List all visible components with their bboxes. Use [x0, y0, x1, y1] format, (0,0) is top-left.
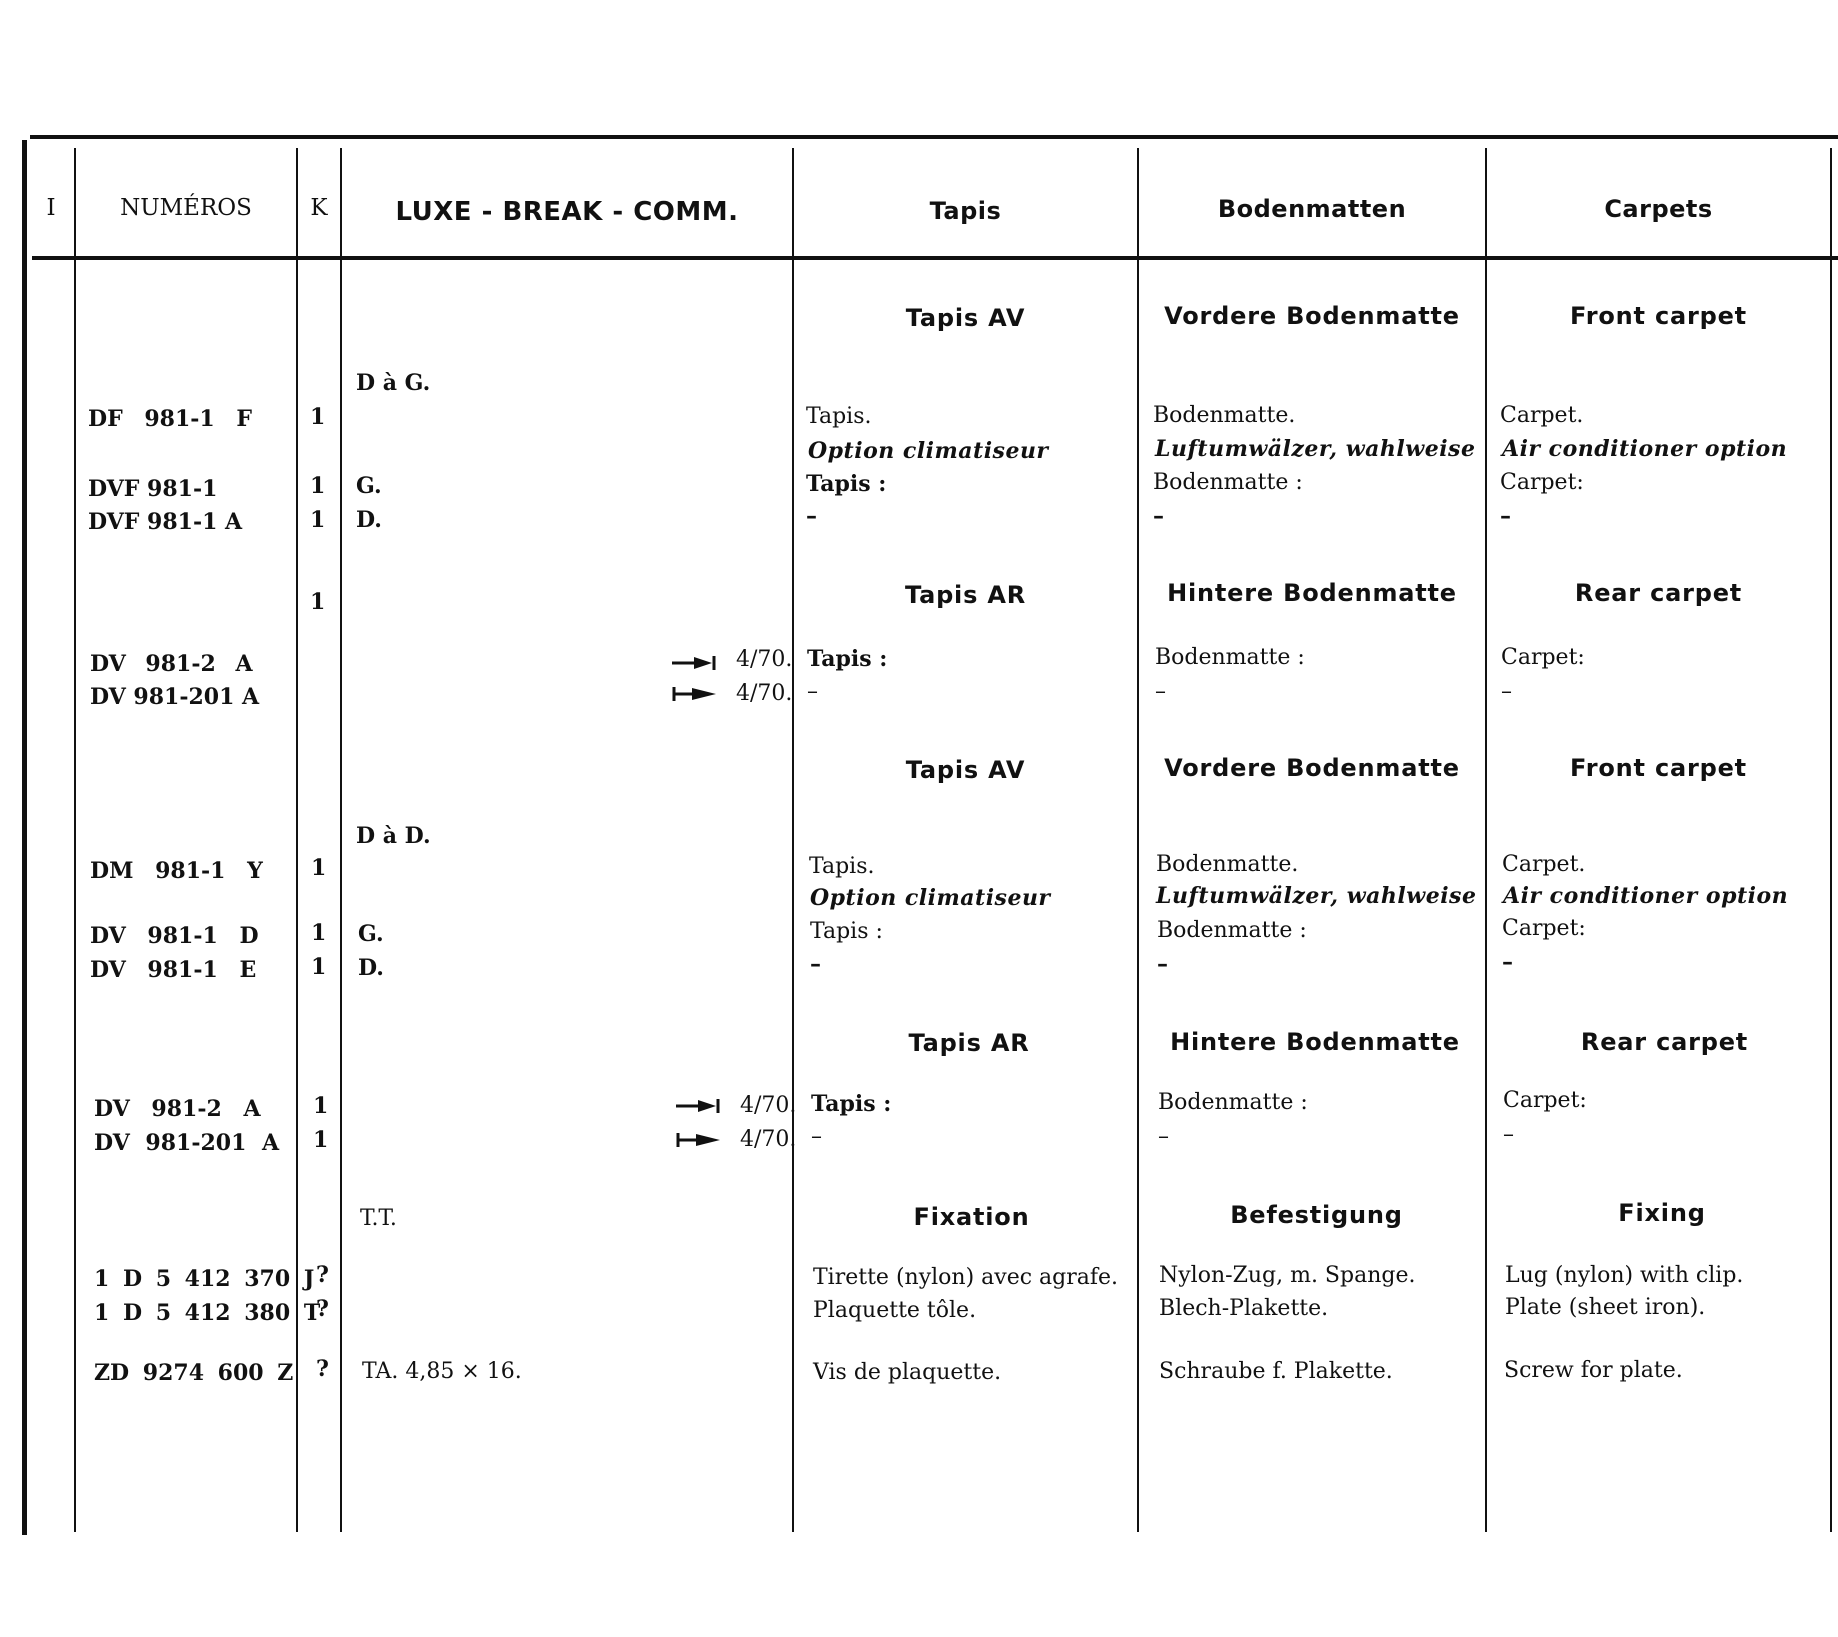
- col-sep-5: [1137, 148, 1139, 1532]
- section-heading-en: Fixing: [1618, 1199, 1706, 1227]
- desc-en: Lug (nylon) with clip.: [1505, 1263, 1744, 1288]
- section-heading-en: Rear carpet: [1580, 1028, 1749, 1056]
- desc-en: Carpet.: [1500, 403, 1584, 428]
- section-heading-fr: Fixation: [913, 1203, 1030, 1231]
- desc-en: Carpet:: [1501, 645, 1585, 670]
- part-number: DVF 981-1: [88, 476, 218, 502]
- part-number: DV 981-201 A: [90, 684, 260, 710]
- quantity: 1: [310, 507, 326, 533]
- part-number: 1 D 5 412 370 J: [94, 1266, 315, 1292]
- header-k: K: [310, 195, 328, 221]
- desc-de: Nylon-Zug, m. Spange.: [1159, 1263, 1416, 1288]
- remark: D.: [356, 507, 382, 533]
- desc-en: Carpet.: [1502, 852, 1586, 877]
- desc-de: Bodenmatte :: [1158, 1090, 1308, 1115]
- quantity: ?: [316, 1262, 329, 1288]
- date-change: 4/70.: [736, 681, 793, 706]
- arrow-start-icon: [672, 686, 718, 702]
- desc-fr: Option climatiseur: [808, 438, 1049, 464]
- desc-en: –: [1503, 1122, 1514, 1147]
- col-sep-6: [1485, 148, 1487, 1532]
- arrow-start-icon: [676, 1132, 722, 1148]
- date-change: 4/70.: [740, 1127, 797, 1152]
- desc-fr: Tapis :: [807, 646, 888, 672]
- desc-fr: Tapis :: [810, 919, 883, 944]
- quantity: 1: [313, 1127, 329, 1153]
- quantity: 1: [311, 954, 327, 980]
- desc-en: –: [1502, 949, 1513, 975]
- desc-de: Bodenmatte :: [1155, 645, 1305, 670]
- section-heading-fr: Tapis AR: [905, 581, 1026, 609]
- quantity: ?: [316, 1296, 329, 1322]
- desc-fr: Tapis.: [809, 854, 875, 879]
- arrow-end-icon: [676, 1098, 722, 1114]
- remark: TA. 4,85 × 16.: [362, 1359, 522, 1384]
- header-numeros: NUMÉROS: [120, 195, 252, 221]
- section-heading-de: Hintere Bodenmatte: [1167, 579, 1457, 607]
- section-heading-de: Hintere Bodenmatte: [1170, 1028, 1460, 1056]
- desc-en: Air conditioner option: [1502, 436, 1788, 462]
- desc-fr: Plaquette tôle.: [813, 1298, 977, 1323]
- part-number: DV 981-2 A: [90, 651, 253, 677]
- header-fr: Tapis: [929, 197, 1002, 225]
- quantity: 1: [310, 473, 326, 499]
- desc-fr: Tapis :: [806, 471, 887, 497]
- desc-de: Schraube f. Plakette.: [1159, 1359, 1393, 1384]
- left-border: [22, 140, 27, 1535]
- date-change: 4/70.: [736, 647, 793, 672]
- header-models: LUXE - BREAK - COMM.: [395, 197, 739, 227]
- desc-de: Luftumwälzer, wahlweise: [1156, 883, 1477, 909]
- remark: G.: [358, 921, 384, 947]
- desc-de: Luftumwälzer, wahlweise: [1155, 436, 1476, 462]
- quantity: 1: [310, 404, 326, 430]
- desc-fr: Vis de plaquette.: [813, 1360, 1002, 1385]
- desc-fr: –: [807, 679, 818, 704]
- col-sep-4: [792, 148, 794, 1532]
- desc-de: –: [1158, 1124, 1169, 1149]
- arrow-end-icon: [672, 655, 718, 671]
- desc-fr: –: [811, 1124, 822, 1149]
- desc-en: Carpet:: [1500, 470, 1584, 495]
- part-number: DVF 981-1 A: [88, 509, 243, 535]
- part-number: DF 981-1 F: [88, 406, 252, 432]
- remark: G.: [356, 473, 382, 499]
- desc-en: Plate (sheet iron).: [1505, 1295, 1706, 1320]
- col-sep-3: [340, 148, 342, 1532]
- desc-de: –: [1155, 679, 1166, 704]
- remark: D.: [358, 955, 384, 981]
- desc-en: –: [1500, 503, 1511, 529]
- part-number: 1 D 5 412 380 T: [94, 1300, 321, 1326]
- part-number: DV 981-1 E: [90, 957, 257, 983]
- desc-de: Blech-Plakette.: [1159, 1296, 1329, 1321]
- desc-de: –: [1157, 951, 1168, 977]
- quantity: 1: [313, 1093, 329, 1119]
- desc-fr: –: [810, 951, 821, 977]
- desc-en: Carpet:: [1502, 916, 1586, 941]
- note-side: D à D.: [356, 823, 431, 849]
- part-number: ZD 9274 600 Z: [94, 1360, 294, 1386]
- note-side: D à G.: [356, 370, 431, 396]
- desc-fr: –: [806, 503, 817, 529]
- desc-fr: Option climatiseur: [810, 885, 1051, 911]
- section-heading-en: Front carpet: [1570, 302, 1747, 330]
- desc-de: Bodenmatte.: [1153, 403, 1296, 428]
- header-bottom-rule: [32, 256, 1838, 260]
- part-number: DV 981-201 A: [94, 1130, 280, 1156]
- desc-de: Bodenmatte :: [1153, 470, 1303, 495]
- section-heading-en: Rear carpet: [1574, 579, 1743, 607]
- section-heading-de: Vordere Bodenmatte: [1164, 302, 1460, 330]
- desc-en: Carpet:: [1503, 1088, 1587, 1113]
- header-en: Carpets: [1604, 195, 1713, 223]
- section-heading-de: Befestigung: [1230, 1201, 1403, 1229]
- quantity: ?: [316, 1356, 329, 1382]
- desc-de: –: [1153, 503, 1164, 529]
- desc-en: Screw for plate.: [1504, 1358, 1683, 1383]
- desc-fr: Tirette (nylon) avec agrafe.: [813, 1265, 1119, 1290]
- desc-en: Air conditioner option: [1503, 883, 1789, 909]
- quantity: 1: [311, 920, 327, 946]
- section-heading-en: Front carpet: [1570, 754, 1747, 782]
- note-model: T.T.: [360, 1206, 397, 1231]
- quantity: 1: [311, 855, 327, 881]
- col-sep-1: [74, 148, 76, 1532]
- date-change: 4/70.: [740, 1093, 797, 1118]
- desc-de: Bodenmatte :: [1157, 918, 1307, 943]
- part-number: DM 981-1 Y: [90, 858, 263, 884]
- section-heading-fr: Tapis AV: [905, 304, 1026, 332]
- header-de: Bodenmatten: [1217, 195, 1407, 223]
- part-number: DV 981-2 A: [94, 1096, 261, 1122]
- desc-fr: Tapis.: [806, 404, 872, 429]
- section-heading-fr: Tapis AR: [908, 1029, 1030, 1057]
- section-heading-de: Vordere Bodenmatte: [1164, 754, 1460, 782]
- top-rule: [30, 135, 1838, 139]
- desc-fr: Tapis :: [811, 1091, 892, 1117]
- section-heading-fr: Tapis AV: [905, 756, 1026, 784]
- desc-de: Bodenmatte.: [1156, 852, 1299, 877]
- part-number: DV 981-1 D: [90, 923, 259, 949]
- header-index: I: [46, 195, 56, 221]
- desc-en: –: [1501, 679, 1512, 704]
- col-sep-7: [1830, 148, 1832, 1532]
- quantity: 1: [310, 589, 326, 615]
